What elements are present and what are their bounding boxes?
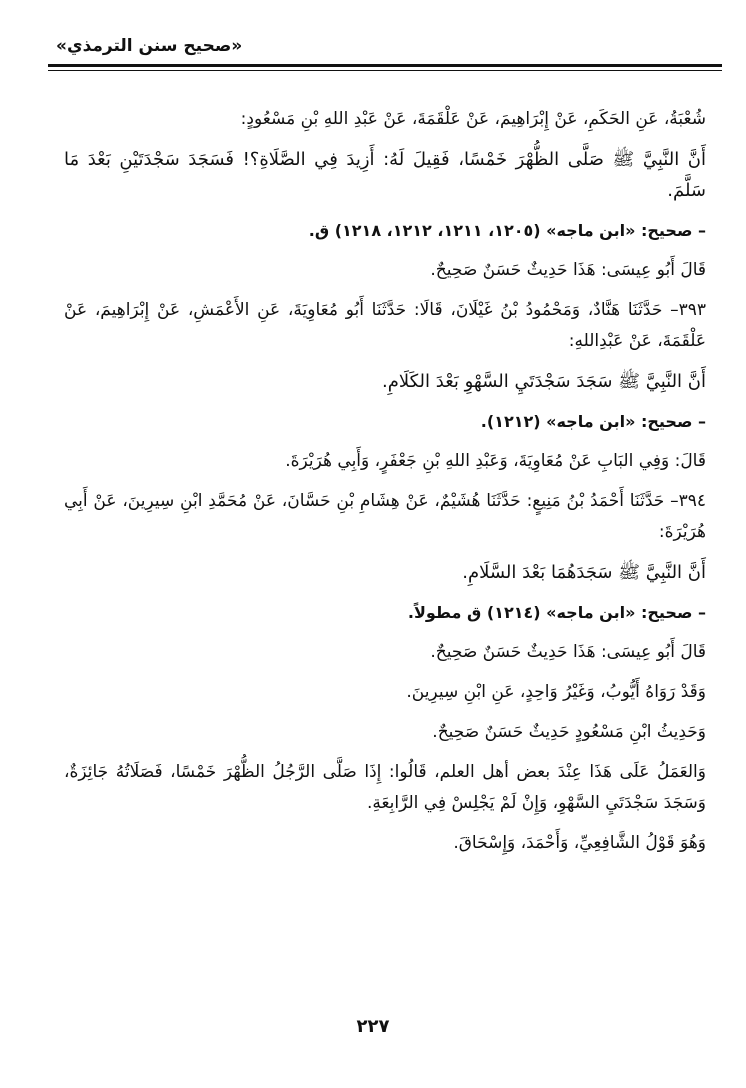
page-body <box>64 104 706 868</box>
hadith-matn: أَنَّ النَّبِيَّ ﷺ صَلَّى الظُّهْرَ خَمْسًا، فَقِيلَ لَهُ: أَزِيدَ فِي الصَّلَاةِ؟! فَسَجَدَ سَجْدَتَيْنِ بَعْدَ مَا سَلَّمَ. <box>64 149 706 201</box>
commentary-line: قَالَ أَبُو عِيسَى: هَذَا حَدِيثٌ حَسَنٌ صَحِيحٌ. <box>430 260 706 280</box>
grading-note: – صحيح: «ابن ماجه» (١٢١٢). <box>480 412 706 431</box>
header-rule-thick <box>48 64 722 67</box>
commentary-line: وَحَدِيثُ ابْنِ مَسْعُودٍ حَدِيثٌ حَسَنٌ صَحِيحٌ. <box>432 722 706 742</box>
hadith-isnad: ٣٩٣– حَدَّثَنَا هَنَّادٌ، وَمَحْمُودُ بْنُ غَيْلَانَ، قَالَا: حَدَّثَنَا أَبُو مُعَاوِيَةَ، عَنِ الأَعْمَشِ، عَنْ إِبْرَاهِيمَ، عَنْ عَلْقَمَةَ، عَنْ عَبْدِاللهِ: <box>64 300 706 351</box>
hadith-matn: أَنَّ النَّبِيَّ ﷺ سَجَدَهُمَا بَعْدَ السَّلَامِ. <box>462 562 706 583</box>
isnad-continuation: شُعْبَةُ، عَنِ الحَكَمِ، عَنْ إِبْرَاهِيمَ، عَنْ عَلْقَمَةَ، عَنْ عَبْدِ اللهِ بْنِ مَسْعُودٍ: <box>240 109 706 129</box>
commentary-paragraph: وَالعَمَلُ عَلَى هَذَا عِنْدَ بعض أهل العلم، قَالُوا: إِذَا صَلَّى الرَّجُلُ الظُّهْرَ خَمْسًا، فَصَلَاتُهُ جَائِزَةٌ، وَسَجَدَ سَجْدَتَيِ السَّهْوِ، وَإِنْ لَمْ يَجْلِسْ فِي الرَّابِعَةِ. <box>64 762 706 813</box>
running-head: «صحيح سنن الترمذي» <box>56 36 243 56</box>
commentary-line: قَالَ أَبُو عِيسَى: هَذَا حَدِيثٌ حَسَنٌ صَحِيحٌ. <box>430 642 706 662</box>
commentary-line: قَالَ: وَفِي البَابِ عَنْ مُعَاوِيَةَ، وَعَبْدِ اللهِ بْنِ جَعْفَرٍ، وَأَبِي هُرَيْرَةَ. <box>285 451 706 471</box>
grading-note: – صحيح: «ابن ماجه» (١٢٠٥، ١٢١١، ١٢١٢، ١٢١٨) ق. <box>308 221 706 240</box>
commentary-line: وَقَدْ رَوَاهُ أَيُّوبُ، وَغَيْرُ وَاحِدٍ، عَنِ ابْنِ سِيرِينَ. <box>406 682 706 702</box>
commentary-line: وَهُوَ قَوْلُ الشَّافِعِيِّ، وَأَحْمَدَ، وَإِسْحَاقَ. <box>453 833 706 853</box>
grading-note: – صحيح: «ابن ماجه» (١٢١٤) ق مطولاً. <box>407 603 706 622</box>
hadith-matn: أَنَّ النَّبِيَّ ﷺ سَجَدَ سَجْدَتَيِ السَّهْوِ بَعْدَ الكَلَامِ. <box>382 371 706 392</box>
hadith-isnad: ٣٩٤– حَدَّثَنَا أَحْمَدُ بْنُ مَنِيعٍ: حَدَّثَنَا هُشَيْمٌ، عَنْ هِشَامِ بْنِ حَسَّانَ، عَنْ مُحَمَّدِ ابْنِ سِيرِينَ، عَنْ أَبِي هُرَيْرَةَ: <box>64 491 706 542</box>
page-number: ٢٢٧ <box>356 1016 390 1037</box>
header-rule-thin <box>48 70 722 71</box>
